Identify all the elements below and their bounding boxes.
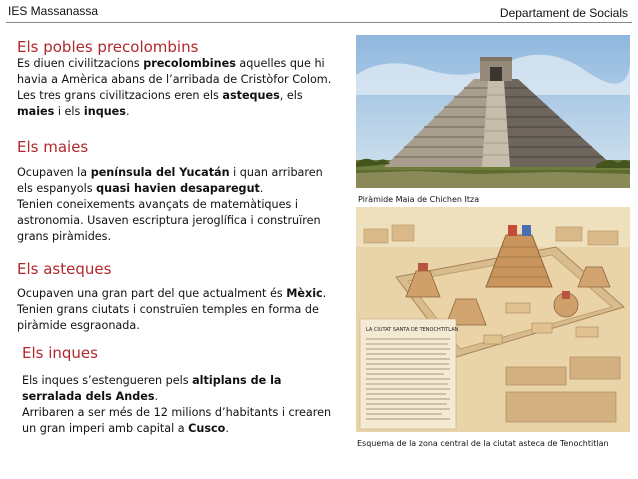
pyramid-caption: Piràmide Maia de Chichen Itza <box>358 195 480 204</box>
section-text-pobles <box>17 56 339 120</box>
pyramid-photo <box>356 35 630 188</box>
paragraph-inques-2: Arribaren a ser més de 12 milions d’habitants i crearen un gran imperi amb capital a Cusco. <box>22 406 332 435</box>
paragraph-asteques-1: Ocupaven una gran part del que actualment és Mèxic. <box>17 287 327 300</box>
paragraph-asteques-2: Tenien grans ciutats i construïen temples en forma de piràmide esgraonada. <box>17 303 319 332</box>
header-divider <box>6 22 632 23</box>
section-title-asteques: Els asteques <box>17 260 112 278</box>
section-title-maies: Els maies <box>17 138 89 156</box>
section-title-pobles: Els pobles precolombins <box>17 38 199 56</box>
header-department: Departament de Socials <box>499 6 628 20</box>
tenochtitlan-illustration <box>356 207 630 432</box>
inset-title: LA CIUTAT SANTA DE TENOCHTITLAN <box>366 327 459 333</box>
section-text-inques <box>22 373 340 437</box>
section-text-maies <box>17 165 339 245</box>
section-title-inques: Els inques <box>22 344 98 362</box>
paragraph-pobles-2: Les tres grans civilitzacions eren els asteques, els maies i els inques. <box>17 89 303 118</box>
header-school-name: IES Massanassa <box>8 4 99 18</box>
tenochtitlan-caption: Esquema de la zona central de la ciutat asteca de Tenochtitlan <box>357 439 609 448</box>
section-text-asteques <box>17 286 339 334</box>
paragraph-pobles-1: Es diuen civilitzacions precolombines aquelles que hi havia a Amèrica abans de l’arribada de Cristòfor Colom. <box>17 57 332 86</box>
paragraph-maies-1: Ocupaven la península del Yucatán i quan arribaren els espanyols quasi havien desaparegut. <box>17 166 323 195</box>
paragraph-maies-2: Tenien coneixements avançats de matemàtiques i astronomia. Usaven escriptura jeroglífica i construïren grans piràmides. <box>17 198 321 243</box>
paragraph-inques-1: Els inques s’estengueren pels altiplans de la serralada dels Andes. <box>22 374 282 403</box>
